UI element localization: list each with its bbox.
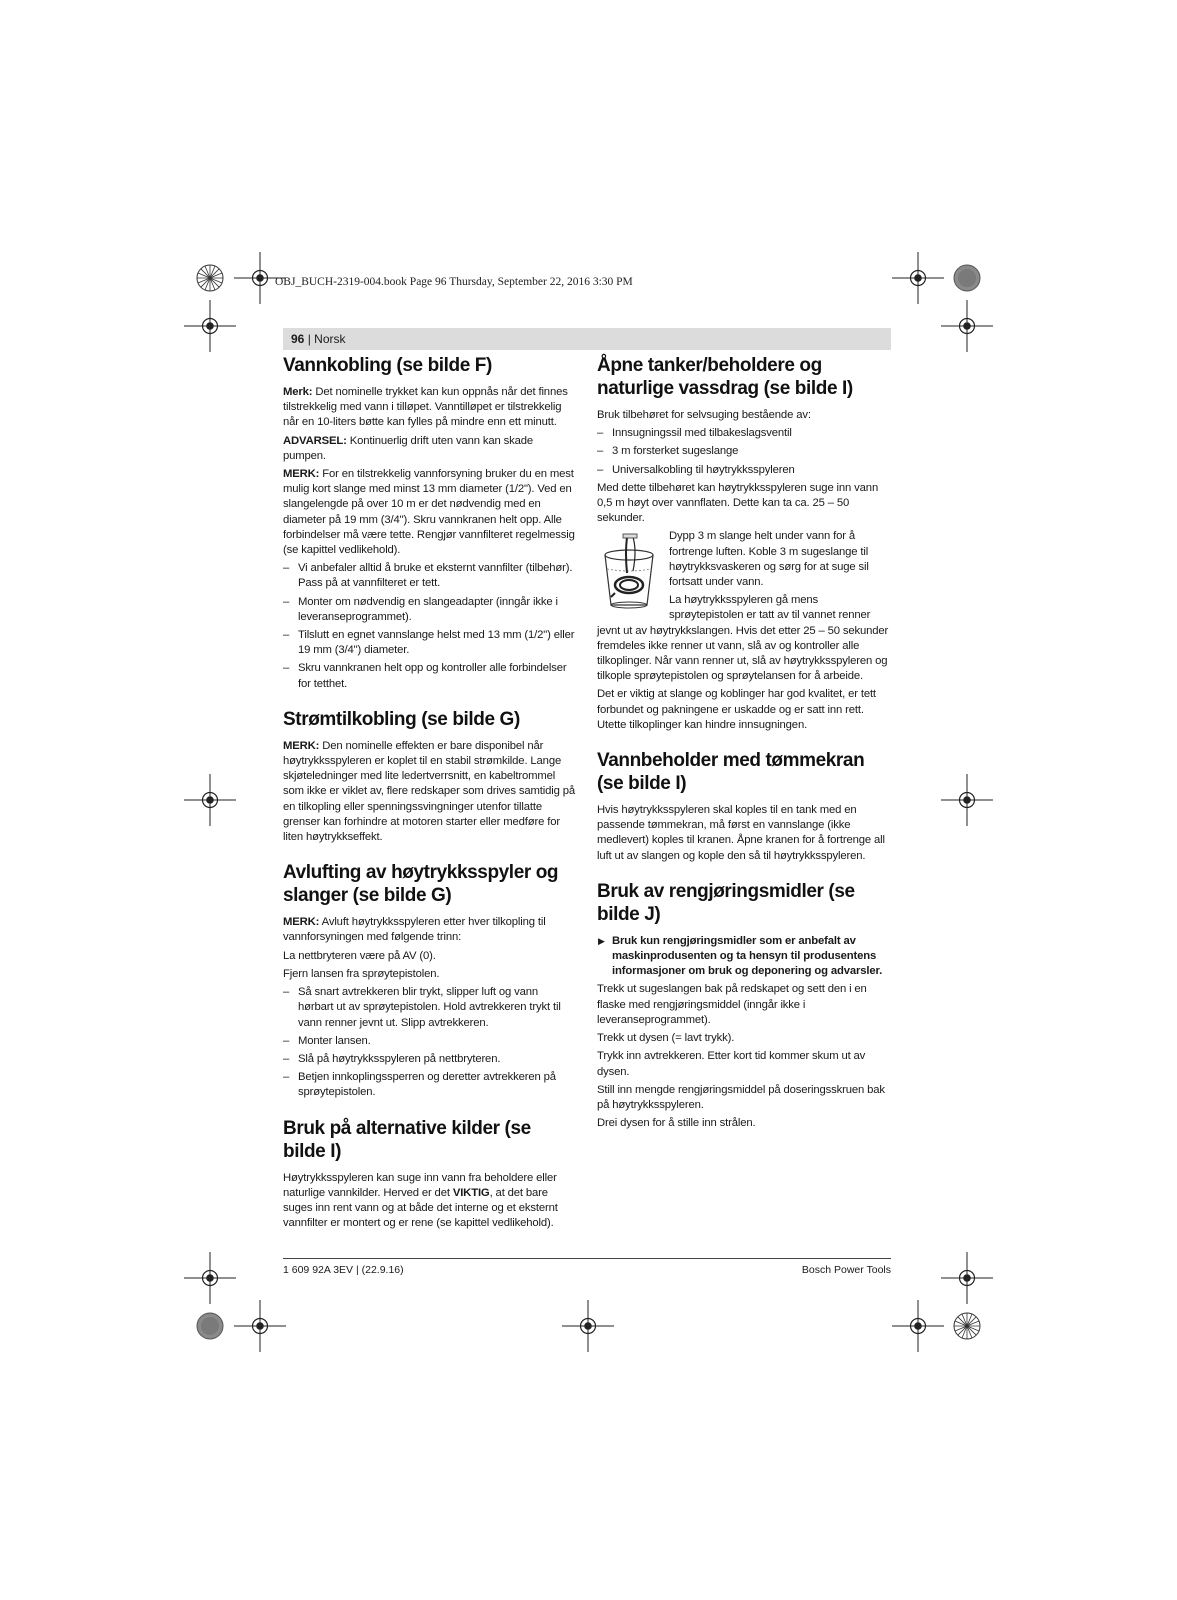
paragraph: La nettbryteren være på AV (0). (283, 949, 436, 962)
footer-brand: Bosch Power Tools (801, 1264, 891, 1276)
paragraph: Med dette tilbehøret kan høytrykksspyleren suge inn vann 0,5 m høyt over vannflaten. Dette kan ta ca. 25 – 50 sekunder. (597, 481, 879, 525)
section-stromtilkobling (283, 708, 575, 845)
section-title: Bruk på alternative kilder (se bilde I) (283, 1117, 531, 1162)
paragraph: Fjern lansen fra sprøytepistolen. (283, 967, 440, 980)
arrow-right-icon: ▶ (598, 935, 605, 946)
page-number: 96 (291, 332, 305, 346)
section-vannkobling (283, 354, 575, 692)
page-separator: | (304, 332, 315, 346)
footer-rule (283, 1258, 891, 1259)
paragraph: Still inn mengde rengjøringsmiddel på doseringsskruen bak på høytrykksspyleren. (597, 1083, 885, 1111)
section-title: Vannkobling (se bilde F) (283, 355, 492, 376)
paragraph: La høytrykksspyleren gå mens sprøytepistolen er tatt av til vannet renner jevnt ut av høytrykkslangen. Hvis det etter 25 – 50 sekunder fremdeles ikke renner ut vann, slå av og kontroller alle tilkoplinger. Når vann renner ut, slå av høytrykksspyleren og tilkople sprøytepistolen og sprøytelansen for å arbeide. (597, 594, 889, 683)
list-item: – Vi anbefaler alltid å bruke et eksternt vannfilter (tilbehør). Pass på at vannfilteret er tett. (283, 561, 575, 591)
list-item: – Monter om nødvendig en slangeadapter (inngår ikke i leveranseprogrammet). (283, 595, 575, 625)
paragraph: Trekk ut sugeslangen bak på redskapet og sett den i en flaske med rengjøringsmiddel (inngår ikke i leveranseprogrammet). (597, 983, 867, 1026)
section-avlufting (283, 861, 575, 1100)
paragraph: Trykk inn avtrekkeren. Etter kort tid kommer skum ut av dysen. (597, 1050, 866, 1078)
paragraph: Drei dysen for å stille inn strålen. (597, 1117, 756, 1130)
section-title: Bruk av rengjøringsmidler (se bilde J) (597, 880, 855, 925)
paragraph: MERK: Den nominelle effekten er bare disponibel når høytrykksspyleren er koplet til en stabil strømkilde. Lange skjøteledninger med lite ledertverrsnitt, en kabeltrommel som ikke er viklet av, flere redskaper som drives samtidig på en tilkopling eller spenningssvingninger utenfor tillatte grenser kan forhindre at motoren starter eller medføre for liten høytrykkseffekt. (283, 739, 575, 844)
section-title: Vannbeholder med tømmekran (se bilde I) (597, 750, 865, 795)
dash-list (283, 561, 575, 692)
warning-bullet: ▶ Bruk kun rengjøringsmidler som er anbefalt av maskinprodusenten og ta hensyn til produsentens informasjoner om bruk og deponering og advarsler. (598, 934, 883, 978)
list-item: – Monter lansen. (283, 1034, 575, 1049)
left-column (283, 354, 575, 1247)
paragraph: ADVARSEL: Kontinuerlig drift uten vann kan skade pumpen. (283, 434, 534, 462)
list-item: – Tilslutt en egnet vannslange helst med 13 mm (1/2") eller 19 mm (3/4") diameter. (283, 628, 575, 658)
section-title: Åpne tanker/beholdere og naturlige vassdrag (se bilde I) (597, 355, 853, 399)
paragraph: Det er viktig at slange og koblinger har god kvalitet, er tett forbundet og pakningene er uskadde og er satt inn rett. Utette tilkoplinger kan hindre innsugningen. (597, 688, 876, 731)
paragraph: Høytrykksspyleren kan suge inn vann fra beholdere eller naturlige vannkilder. Herved er det VIKTIG, at det bare suges inn rent vann og at både det interne og et eksternt vannfilter er montert og er rene (se kapittel vedlikehold). (283, 1171, 558, 1230)
paragraph: Trekk ut dysen (= lavt trykk). (597, 1032, 735, 1045)
dash-list (283, 985, 575, 1100)
list-item: – Skru vannkranen helt opp og kontroller alle forbindelser for tetthet. (283, 661, 575, 691)
list-item: – Så snart avtrekkeren blir trykt, slipper luft og vann hørbart ut av sprøytepistolen. Hold avtrekkeren trykt til vann renner jevnt ut. Slipp avtrekkeren. (283, 985, 575, 1031)
dash-list (597, 426, 889, 478)
section-alternative-kilder (283, 1117, 575, 1232)
list-item: – Innsugningssil med tilbakeslagsventil (597, 426, 889, 441)
paragraph: Bruk tilbehøret for selvsuging bestående av: (597, 409, 811, 421)
footer-doc-number: 1 609 92A 3EV | (22.9.16) (283, 1264, 404, 1276)
paragraph: MERK: Avluft høytrykksspyleren etter hver tilkopling til vannforsyningen med følgende trinn: (283, 916, 546, 944)
section-vannbeholder (597, 749, 889, 864)
paragraph: Merk: Det nominelle trykket kan kun oppnås når det finnes tilstrekkelig med vann i tilløpet. Vanntilløpet er tilstrekkelig når en 10-liters bøtte kan fylles på mindre enn ett minutt. (283, 386, 568, 429)
list-item: – Universalkobling til høytrykksspyleren (597, 463, 889, 478)
list-item: – Slå på høytrykksspyleren på nettbryteren. (283, 1052, 575, 1067)
figure-block (597, 529, 889, 684)
bucket-hose-figure (597, 533, 661, 611)
section-title: Strømtilkobling (se bilde G) (283, 708, 520, 730)
section-apne-tanker (597, 354, 889, 733)
paragraph: MERK: For en tilstrekkelig vannforsyning bruker du en mest mulig kort slange med minst 13 mm diameter (1/2"). Ved en slangelengde på over 10 m er det nødvendig med en diameter på 19 mm (3/4"). Skru vannkranen helt opp. Alle forbindelser må være tette. Rengjør vannfilteret regelmessig (se kapittel vedlikehold). (283, 468, 575, 557)
list-item: – 3 m forsterket sugeslange (597, 444, 889, 459)
page-header-band (283, 328, 891, 350)
list-item: – Betjen innkoplingssperren og deretter avtrekkeren på sprøytepistolen. (283, 1070, 575, 1100)
section-title: Avlufting av høytrykksspyler og slanger (se bilde G) (283, 862, 559, 907)
section-rengjoringsmidler (597, 880, 889, 1131)
print-header: OBJ_BUCH-2319-004.book Page 96 Thursday, September 22, 2016 3:30 PM (275, 276, 633, 288)
page-language: Norsk (314, 332, 346, 346)
paragraph: Hvis høytrykksspyleren skal koples til en tank med en passende tømmekran, må først en vannslange (ikke medlevert) koples til kranen. Åpne kranen for å fortrenge all luft ut av slangen og kople den så til høytrykksspyleren. (597, 804, 885, 862)
right-column (597, 354, 889, 1147)
paragraph: Dypp 3 m slange helt under vann for å fortrenge luften. Koble 3 m sugeslange til høytrykksvaskeren og sørg for at suge sil fortsatt under vann. (669, 530, 869, 589)
